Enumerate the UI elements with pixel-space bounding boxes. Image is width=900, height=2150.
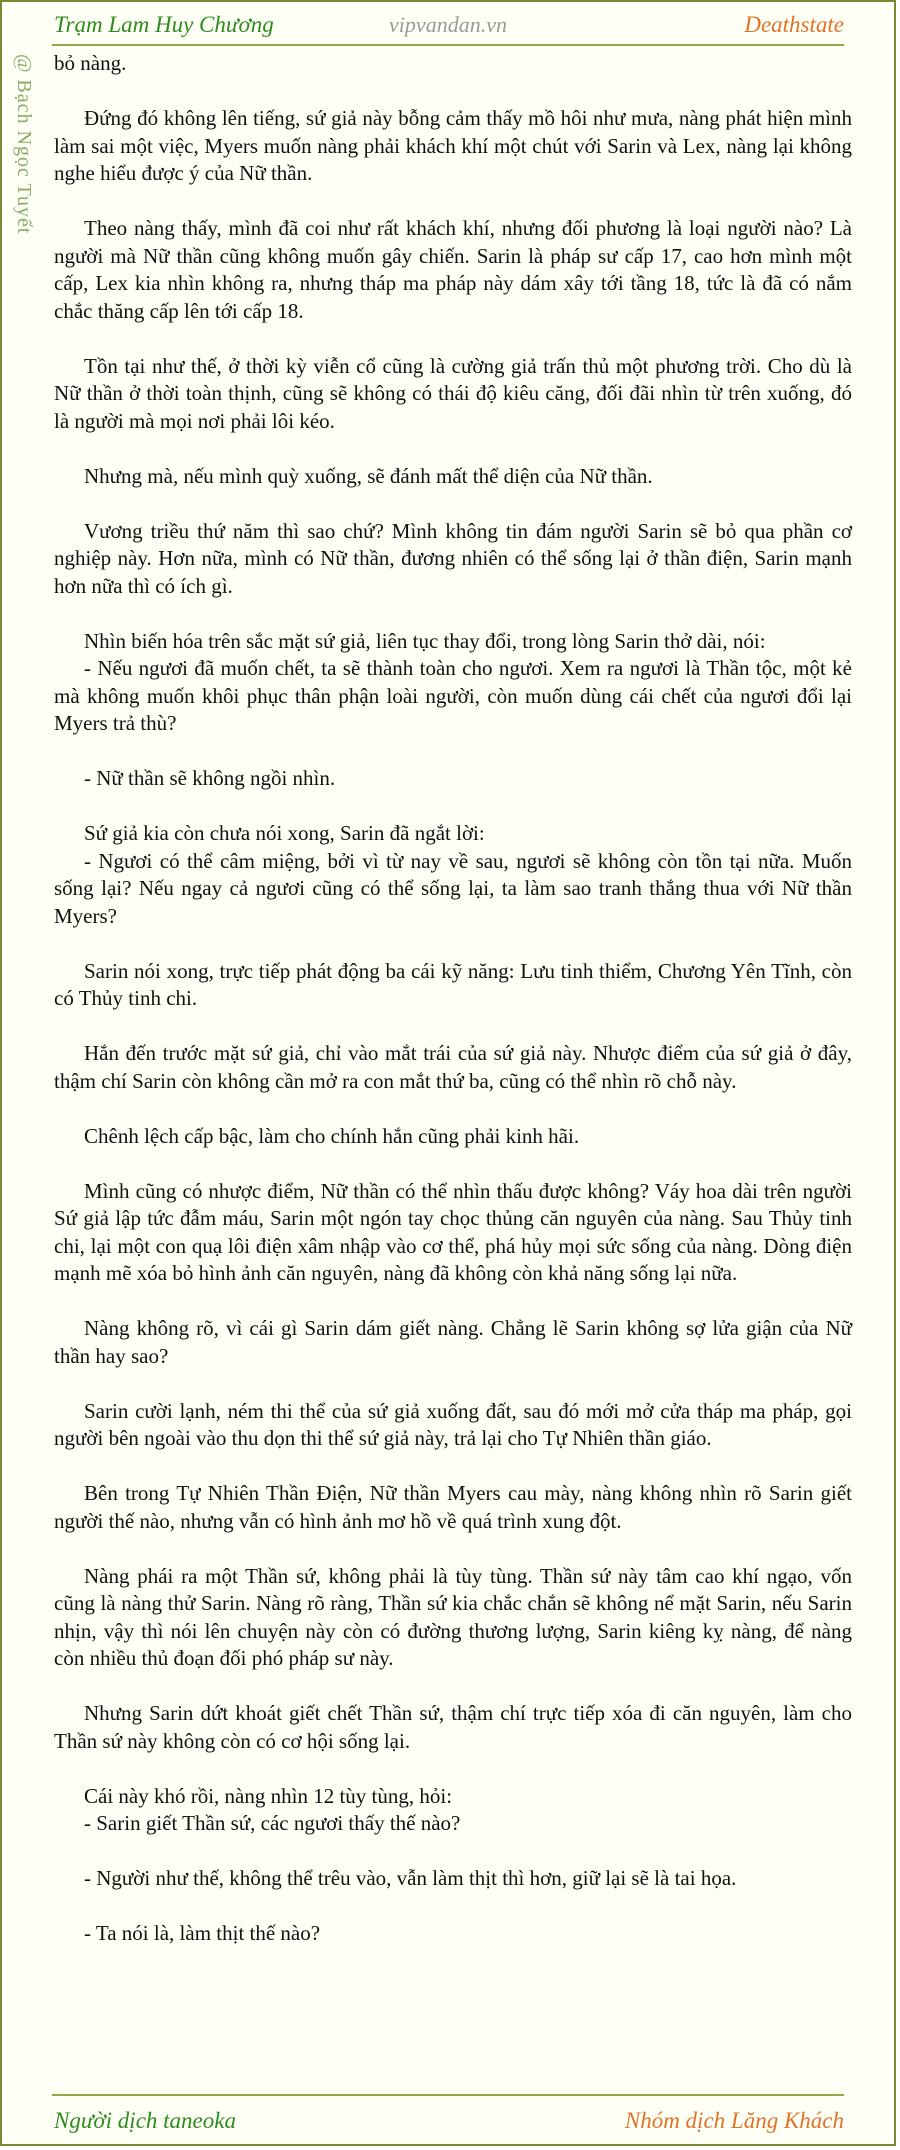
footer-translator: Người dịch taneoka xyxy=(54,2108,236,2133)
paragraph: Tồn tại như thế, ở thời kỳ viễn cổ cũng là cường giả trấn thủ một phương trời. Cho dù là Nữ thần ở thời toàn thịnh, cũng sẽ không có thái độ kiêu căng, đối đãi nhìn từ trên xuống, đó là người mà mọi nơi phải lôi kéo. xyxy=(54,353,852,433)
paragraph: Sarin nói xong, trực tiếp phát động ba cái kỹ năng: Lưu tinh thiểm, Chương Yên Tĩnh, còn có Thủy tinh chi. xyxy=(54,958,852,1010)
header-author: Deathstate xyxy=(744,12,844,37)
chapter-body xyxy=(54,50,852,1975)
dialogue-line: - Người như thế, không thể trêu vào, vẫn làm thịt thì hơn, giữ lại sẽ là tai họa. xyxy=(84,1866,737,1890)
dialogue-line: - Sarin giết Thần sứ, các ngươi thấy thế nào? xyxy=(84,1811,461,1835)
paragraph: Nàng không rõ, vì cái gì Sarin dám giết nàng. Chẳng lẽ Sarin không sợ lửa giận của Nữ thần hay sao? xyxy=(54,1316,852,1368)
paragraph: Bên trong Tự Nhiên Thần Điện, Nữ thần Myers cau mày, nàng không nhìn rõ Sarin giết người thế nào, nhưng vẫn có hình ảnh mơ hồ về quá trình xung đột. xyxy=(54,1481,852,1533)
paragraph: bỏ nàng. xyxy=(54,51,127,75)
header-url[interactable]: vipvandan.vn xyxy=(389,12,507,37)
dialogue-line: - Ta nói là, làm thịt thế nào? xyxy=(84,1921,321,1945)
paragraph: Nhưng mà, nếu mình quỳ xuống, sẽ đánh mất thể diện của Nữ thần. xyxy=(84,463,653,488)
paragraph: Vương triều thứ năm thì sao chứ? Mình không tin đám người Sarin sẽ bỏ qua phần cơ nghiệp này. Hơn nữa, mình có Nữ thần, đương nhiên có thể sống lại ở thần điện, Sarin mạnh hơn nữa thì có ích gì. xyxy=(54,518,852,598)
dialogue-line: - Nếu ngươi đã muốn chết, ta sẽ thành toàn cho ngươi. Xem ra ngươi là Thần tộc, một kẻ mà không muốn khôi phục thân phận loài người, còn muốn dùng cái chết của ngươi đổi lại Myers trả thù? xyxy=(54,656,852,735)
paragraph: Hắn đến trước mặt sứ giả, chỉ vào mắt trái của sứ giả này. Nhược điểm của sứ giả ở đây, thậm chí Sarin còn không cần mở ra con mắt thứ ba, cũng có thể nhìn rõ chỗ này. xyxy=(54,1041,852,1093)
header-divider xyxy=(52,44,844,46)
header xyxy=(2,2,894,48)
paragraph: Theo nàng thấy, mình đã coi như rất khách khí, nhưng đối phương là loại người nào? Là người mà Nữ thần cũng không muốn gây chiến. Sarin là pháp sư cấp 17, cao hơn mình một cấp, Lex kia nhìn không ra, nhưng tháp ma pháp này dám xây tới tầng 18, tức là đã có nắm chắc thăng cấp lên tới cấp 18. xyxy=(54,216,852,323)
paragraph: Sarin cười lạnh, ném thi thể của sứ giả xuống đất, sau đó mới mở cửa tháp ma pháp, gọi người bên ngoài vào thu dọn thi thể sứ giả này, trả lại cho Tự Nhiên thần giáo. xyxy=(54,1398,852,1450)
header-site-name: Trạm Lam Huy Chương xyxy=(54,12,274,37)
paragraph: Đứng đó không lên tiếng, sứ giả này bỗng cảm thấy mồ hôi như mưa, nàng phát hiện mình làm sai một việc, Myers muốn nàng phải khách khí một chút với Sarin và Lex, nàng lại không nghe hiểu được ý của Nữ thần. xyxy=(54,106,852,185)
dialogue-line: - Ngươi có thể câm miệng, bởi vì từ nay về sau, ngươi sẽ không còn tồn tại nữa. Muốn sống lại? Nếu ngay cả ngươi cũng có thể sống lại, ta làm sao tranh thắng thua với Nữ thần Myers? xyxy=(54,848,852,928)
paragraph: Cái này khó rồi, nàng nhìn 12 tùy tùng, hỏi: xyxy=(84,1783,453,1808)
footer-divider xyxy=(52,2094,844,2096)
paragraph: Nàng phái ra một Thần sứ, không phải là tùy tùng. Thần sứ này tâm cao khí ngạo, vốn cũng là nàng thử Sarin. Nàng rõ ràng, Thần sứ kia chắc chắn sẽ không nể mặt Sarin, nếu Sarin nhịn, vậy thì nói lên chuyện này còn có đường thương lượng, Sarin kiêng kỵ nàng, để nàng còn nhiều thủ đoạn đối phó pháp sư này. xyxy=(54,1563,852,1670)
paragraph: Nhìn biến hóa trên sắc mặt sứ giả, liên tục thay đổi, trong lòng Sarin thở dài, nói: xyxy=(84,628,766,653)
paragraph: Chênh lệch cấp bậc, làm cho chính hắn cũng phải kinh hãi. xyxy=(84,1123,580,1148)
dialogue-line: - Nữ thần sẽ không ngồi nhìn. xyxy=(84,766,336,790)
footer-group: Nhóm dịch Lăng Khách xyxy=(624,2108,844,2133)
side-watermark: @ Bạch Ngọc Tuyết xyxy=(13,54,35,235)
paragraph: Nhưng Sarin dứt khoát giết chết Thần sứ, thậm chí trực tiếp xóa đi căn nguyên, làm cho Thần sứ này không còn có cơ hội sống lại. xyxy=(54,1701,852,1753)
paragraph: Sứ giả kia còn chưa nói xong, Sarin đã ngắt lời: xyxy=(84,821,485,845)
paragraph: Mình cũng có nhược điểm, Nữ thần có thể nhìn thấu được không? Váy hoa dài trên người Sứ giả lập tức đẫm máu, Sarin một ngón tay chọc thủng căn nguyên của nàng. Sau Thủy tinh chi, lại một con quạ lôi điện xâm nhập vào cơ thể, phá hủy mọi sức sống của nàng. Dòng điện mạnh mẽ xóa bỏ hình ảnh căn nguyên, nàng đã không còn khả năng sống lại nữa. xyxy=(54,1178,852,1285)
